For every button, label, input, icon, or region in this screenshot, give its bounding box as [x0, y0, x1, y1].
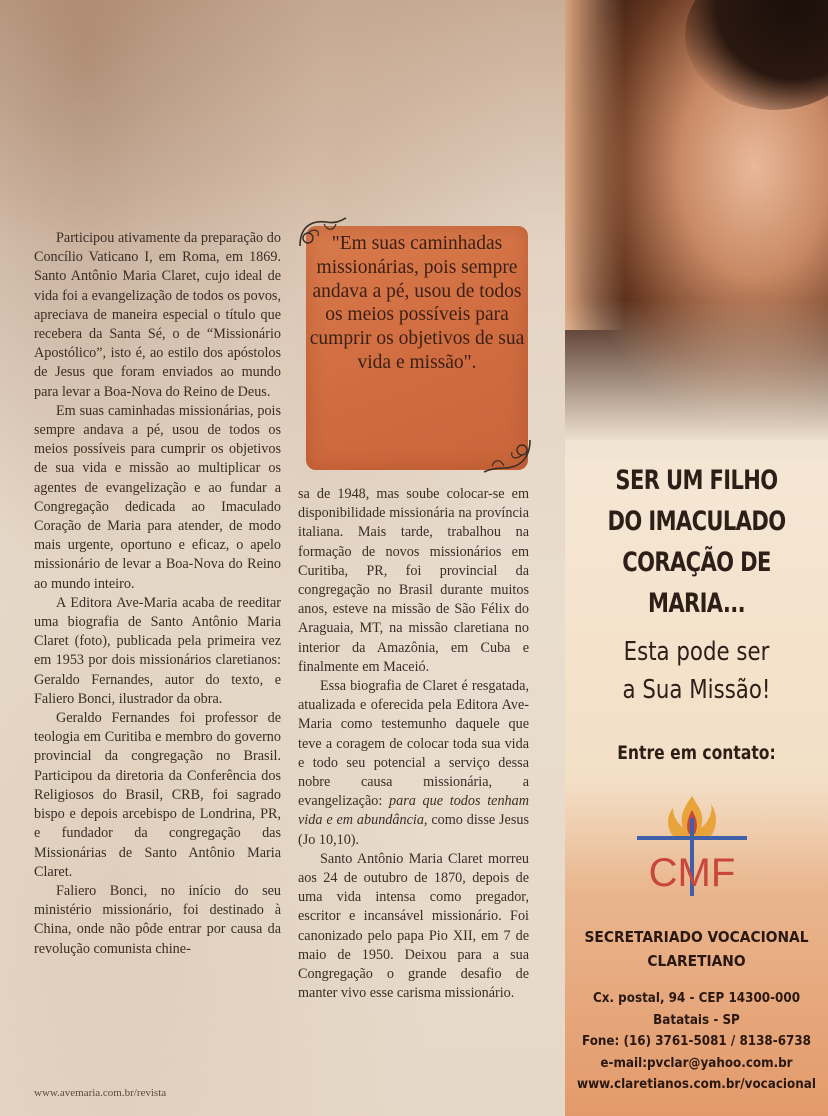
ad-subhead-line: a Sua Missão!	[622, 675, 771, 705]
postal-address: Cx. postal, 94 - CEP 14300-000	[592, 991, 801, 1006]
ad-headline-line: DO IMACULADO	[607, 506, 786, 537]
ad-headline	[594, 460, 799, 624]
article-text: Essa biografia de Claret é resgatada, atualizada e oferecida pela Editora Ave-Maria como testemunho daquele que teve a coragem de colocar toda sua vida e todo seu potencial a serviço dessa nobre causa missionária, a evangelização:	[298, 678, 529, 810]
article-paragraph: Participou ativamente da preparação do Concílio Vaticano I, em Roma, em 1869. Santo Antônio Maria Claret, cujo ideal de vida foi a evangelização de todos os povos, apreciava de maneira especial o título que recebera da Santa Sé, o de “Missionário Apostólico”, isto é, ao estilo dos apóstolos de Jesus que foram enviados ao mundo para levar a Boa-Nova do Reino de Deus.	[34, 230, 281, 400]
article-paragraph: Em suas caminhadas missionárias, pois sempre andava a pé, usou de todos os meios possíveis para cumprir os objetivos de sua vida e missão ao multiplicar os agentes de evangelização e ao fundar a Congregação dedicada ao Imaculado Coração de Maria para atender, de modo mais urgente, oportuno e eficaz, o apelo missionário de levar a Boa-Nova do Reino ao mundo inteiro.	[34, 402, 281, 592]
logo-text: CMF	[648, 851, 736, 895]
article-paragraph: Geraldo Fernandes foi professor de teologia em Curitiba e membro do governo provincial da congregação no Brasil. Participou da diretoria da Conferência dos Religiosos do Brasil, CRB, foi sagrado bispo e depois arcebispo de Londrina, PR, e fundador da congregação das Missionárias de Santo Antônio Maria Claret.	[34, 710, 281, 880]
photo-shading	[565, 0, 625, 330]
secretariat-name	[576, 925, 818, 973]
photo-fade	[565, 300, 828, 460]
article-paragraph	[298, 677, 529, 850]
ad-headline-line: CORAÇÃO DE MARIA...	[622, 547, 771, 619]
phone: Fone: (16) 3761-5081 / 8138-6738	[582, 1034, 811, 1049]
article-paragraph: Faliero Bonci, no início do seu ministério missionário, foi destinado à China, onde não pôde entrar por causa da revolução comunista chine-	[34, 882, 281, 957]
vocational-ad	[565, 0, 828, 1116]
city: Batatais - SP	[653, 1012, 740, 1028]
article-column-right	[298, 485, 529, 1003]
footer-url: www.avemaria.com.br/revista	[34, 1087, 167, 1099]
website-link[interactable]: www.claretianos.com.br/vocacional	[577, 1077, 816, 1092]
secretariat-line: CLARETIANO	[647, 952, 746, 970]
article-paragraph: sa de 1948, mas soube colocar-se em disponibilidade missionária na província italiana. Mais tarde, trabalhou na formação de novos missionários em Curitiba, PR, foi provincial da congregação no Brasil durante muitos anos, esteve na missão de São Félix do Araguaia, MT, na missão claretiana no interior da Amazônia, em Cuba e finalmente em Maceió.	[298, 486, 529, 675]
flourish-bottom-icon	[482, 436, 534, 476]
article-column-left	[34, 229, 281, 959]
ad-headline-line: SER UM FILHO	[615, 465, 778, 496]
article-paragraph: Santo Antônio Maria Claret morreu aos 24 de outubro de 1870, depois de uma vida intensa como pregador, escritor e incansável missionário. Foi canonizado pelo papa Pio XII, em 7 de maio de 1950. Deixou para a sua Congregação o grande desafio de manter vivo esse carisma missionário.	[298, 850, 529, 1002]
email-link[interactable]: e-mail:pvclar@yahoo.com.br	[600, 1055, 793, 1071]
article-paragraph: A Editora Ave-Maria acaba de reeditar uma biografia de Santo Antônio Maria Claret (foto), publicada pela primeira vez em 1953 por dois missionários claretianos: Geraldo Fernandes, autor do texto, e Faliero Bonci, ilustrador da obra.	[34, 594, 281, 707]
secretariat-line: SECRETARIADO VOCACIONAL	[584, 928, 809, 946]
cmf-logo-icon	[617, 788, 767, 898]
contact-details	[576, 988, 818, 1096]
article-text: , como disse Jesus (Jo 10,10).	[298, 812, 529, 848]
ad-subhead-line: Esta pode ser	[623, 637, 770, 667]
contact-label: Entre em contato:	[617, 742, 776, 764]
bible-quote: para que todos tenham vida e em abundância	[298, 793, 529, 829]
flourish-top-icon	[296, 216, 348, 250]
pull-quote: "Em suas caminhadas missionárias, pois sempre andava a pé, usou de todos os meios possíveis para cumprir os objetivos de sua vida e missão".	[309, 233, 525, 373]
ad-subhead	[589, 633, 805, 709]
